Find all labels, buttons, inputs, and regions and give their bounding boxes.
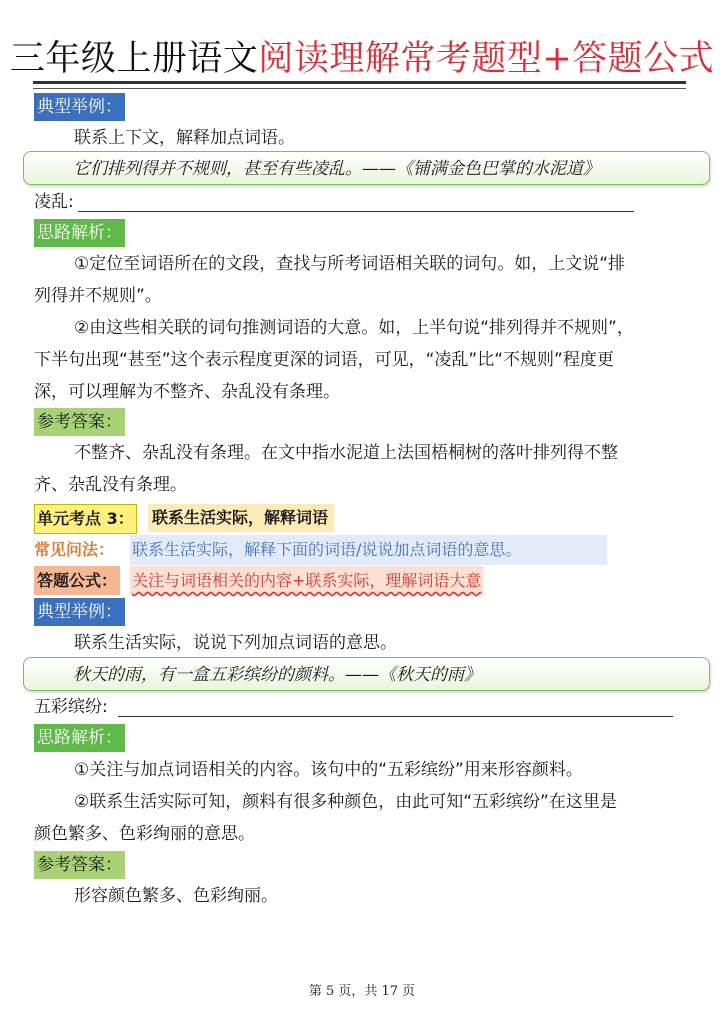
unit-tag: 单元考点 3： bbox=[34, 504, 137, 534]
unit-title: 联系生活实际，解释词语 bbox=[148, 504, 334, 532]
analysis-text: 下半句出现“甚至”这个表示程度更深的词语，可见，“凌乱”比“不规则”程度更 bbox=[34, 350, 614, 370]
answer-tag: 参考答案： bbox=[34, 851, 125, 879]
quote-text: 秋天的雨，有一盒五彩缤纷的颜料。——《秋天的雨》 bbox=[73, 665, 481, 685]
formula-text: 关注与词语相关的内容+联系实际，理解词语大意 bbox=[130, 566, 483, 595]
answer-text: 形容颜色繁多、色彩绚丽。 bbox=[74, 886, 278, 906]
question-type-text: 联系生活实际，解释下面的词语/说说加点词语的意思。 bbox=[130, 535, 607, 565]
fill-label: 凌乱: bbox=[34, 192, 74, 212]
analysis-tag: 思路解析： bbox=[34, 219, 125, 247]
analysis-text: ②由这些相关联的词句推测词语的大意。如，上半句说“排列得并不规则”， bbox=[74, 318, 634, 338]
analysis-text: ②联系生活实际可知，颜料有很多种颜色，由此可知“五彩缤纷”在这里是 bbox=[74, 792, 617, 812]
example-tag: 典型举例： bbox=[34, 598, 125, 626]
answer-tag: 参考答案： bbox=[34, 408, 125, 436]
quote-text: 它们排列得并不规则，甚至有些凌乱。——《铺满金色巴掌的水泥道》 bbox=[73, 159, 600, 179]
question-type-label: 常见问法： bbox=[34, 540, 115, 559]
analysis-text: ①关注与加点词语相关的内容。该句中的“五彩缤纷”用来形容颜料。 bbox=[74, 760, 583, 780]
title-divider-thin bbox=[33, 88, 686, 89]
answer-blank-line[interactable] bbox=[118, 716, 673, 717]
answer-blank-line[interactable] bbox=[78, 211, 634, 212]
analysis-tag: 思路解析： bbox=[34, 724, 125, 752]
title-divider bbox=[33, 81, 686, 84]
analysis-text: 列得并不规则”。 bbox=[34, 286, 162, 306]
answer-text: 不整齐、杂乱没有条理。在文中指水泥道上法国梧桐树的落叶排列得不整 bbox=[74, 443, 618, 463]
answer-text: 齐、杂乱没有条理。 bbox=[34, 475, 187, 495]
example-prompt: 联系生活实际，说说下列加点词语的意思。 bbox=[74, 633, 397, 653]
example-tag: 典型举例： bbox=[34, 93, 125, 121]
title-main: 三年级上册语文 bbox=[9, 39, 259, 79]
title-highlight: 阅读理解常考题型+答题公式 bbox=[258, 39, 715, 79]
fill-label: 五彩缤纷: bbox=[34, 697, 108, 717]
analysis-text: 深，可以理解为不整齐、杂乱没有条理。 bbox=[34, 382, 340, 402]
analysis-text: 颜色繁多、色彩绚丽的意思。 bbox=[34, 824, 255, 844]
example-prompt: 联系上下文，解释加点词语。 bbox=[74, 128, 295, 148]
formula-label: 答题公式： bbox=[34, 566, 120, 595]
analysis-text: ①定位至词语所在的文段，查找与所考词语相关联的词句。如，上文说“排 bbox=[74, 254, 626, 274]
page-footer: 第 5 页，共 17 页 bbox=[308, 984, 416, 999]
page-title bbox=[0, 36, 724, 82]
